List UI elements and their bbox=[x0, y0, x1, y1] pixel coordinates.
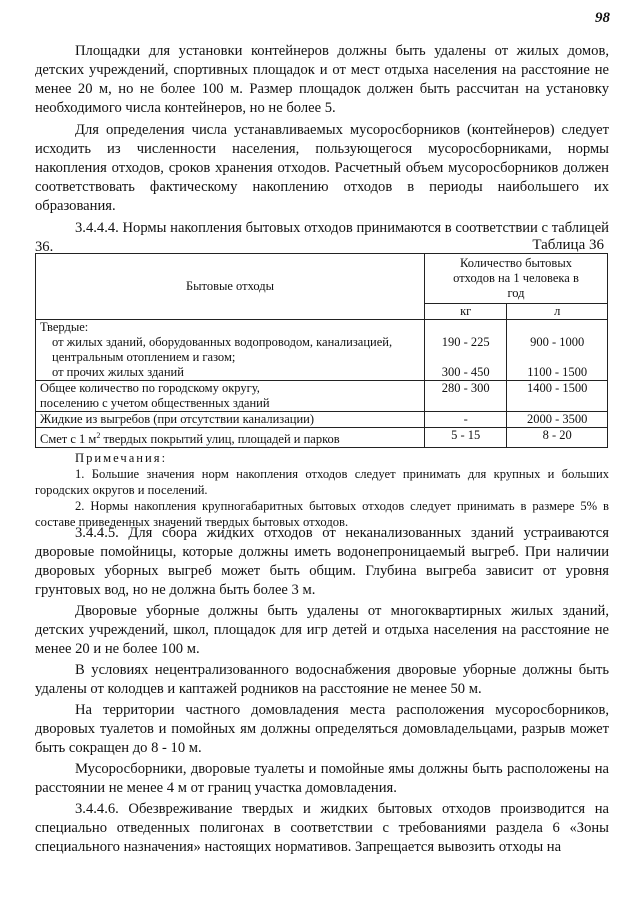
solid-title: Твердые: bbox=[40, 320, 89, 334]
value: 1100 - 1500 bbox=[527, 365, 588, 379]
row-kg: - bbox=[425, 412, 507, 428]
solid-row2-name: от прочих жилых зданий bbox=[52, 365, 184, 379]
paragraph: Дворовые уборные должны быть удалены от многоквартирных жилых зданий, детских учреждений, школ, площадок для игр детей и отдыха населения на расстояние не менее 20 и не более 100 м. bbox=[35, 603, 609, 657]
paragraph: В условиях нецентрализованного водоснабжения дворовые уборные должны быть удалены от колодцев и каптажей родников на расстояние не менее 50 м. bbox=[35, 662, 609, 697]
paragraph: 3.4.4.4. Нормы накопления бытовых отходов принимаются в соответствии с таблицей 36. bbox=[35, 220, 609, 255]
text: Смет с 1 м bbox=[40, 432, 97, 447]
note: 1. Большие значения норм накопления отходов следует принимать для крупных и больших городских округов и поселений. bbox=[35, 467, 609, 497]
bottom-text bbox=[35, 524, 609, 859]
table-row bbox=[36, 320, 608, 381]
row-l: 8 - 20 bbox=[507, 428, 608, 448]
paragraph: Площадки для установки контейнеров должны быть удалены от жилых домов, детских учреждений, спортивных площадок и от мест отдыха населения на расстояние не менее 20 м, но не более 100 м. Размер площадок должен быть рассчитан на установку необходимого числа контейнеров, но не более 5. bbox=[35, 43, 609, 116]
table-row bbox=[36, 412, 608, 428]
row-kg: 5 - 15 bbox=[425, 428, 507, 448]
row-name bbox=[36, 320, 425, 381]
paragraph: Для определения числа устанавливаемых мусоросборников (контейнеров) следует исходить из численности населения, пользующегося мусоросборниками, нормы накопления отходов, сроков хранения отходов. Расчетный объем мусоросборников должен соответствовать фактическому накоплению отходов в периоды наибольшего их образования. bbox=[35, 122, 609, 214]
solid-row1-name: от жилых зданий, оборудованных водопроводом, канализацией, центральным отоплением и газом; bbox=[52, 335, 393, 364]
row-name bbox=[36, 428, 425, 448]
value: 190 - 225 bbox=[441, 335, 490, 349]
note: 2. Нормы накопления крупногабаритных бытовых отходов следует принимать в размере 5% в составе приведенных значений твердых бытовых отходов. bbox=[35, 499, 609, 529]
text: твердых покрытий улиц, площадей и парков bbox=[100, 432, 340, 447]
row-l: 1400 - 1500 bbox=[507, 381, 608, 412]
table-caption: Таблица 36 bbox=[532, 237, 604, 253]
paragraph: Мусоросборники, дворовые туалеты и помойные ямы должны быть расположены на расстоянии не менее 4 м от границ участка домовладения. bbox=[35, 761, 609, 796]
notes-title: Примечания: bbox=[75, 451, 168, 465]
row-name: Жидкие из выгребов (при отсутствии канализации) bbox=[36, 412, 425, 428]
table-row bbox=[36, 381, 608, 412]
header-waste-type: Бытовые отходы bbox=[36, 254, 425, 320]
header-quantity: Количество бытовых отходов на 1 человека в год bbox=[425, 254, 608, 304]
row-kg bbox=[425, 320, 507, 381]
page-number: 98 bbox=[595, 10, 610, 26]
row-name: Общее количество по городскому округу, поселению с учетом общественных зданий bbox=[36, 381, 425, 412]
row-kg: 280 - 300 bbox=[425, 381, 507, 412]
header-l: л bbox=[507, 304, 608, 320]
row-l bbox=[507, 320, 608, 381]
table-row bbox=[36, 428, 608, 448]
row-l: 2000 - 3500 bbox=[507, 412, 608, 428]
paragraph: 3.4.4.6. Обезвреживание твердых и жидких бытовых отходов производится на специально отведенных полигонах в соответствии с требованиями раздела 6 «Зоны специального назначения» настоящих нормативов. Запрещается вывозить отходы на bbox=[35, 801, 609, 855]
paragraph: На территории частного домовладения места расположения мусоросборников, дворовых туалетов и помойных ям должны определяться домовладельцами, разрыв может быть сокращен до 8 - 10 м. bbox=[35, 702, 609, 756]
top-text bbox=[35, 42, 609, 257]
paragraph: 3.4.4.5. Для сбора жидких отходов от неканализованных зданий устраиваются дворовые помойницы, которые должны иметь водонепроницаемый выгреб. При наличии дворовых уборных выгреб может быть общим. Глубина выгреба зависит от уровня грунтовых вод, но не должна быть более 3 м. bbox=[35, 525, 609, 598]
header-kg: кг bbox=[425, 304, 507, 320]
waste-norms-table bbox=[35, 253, 608, 448]
notes bbox=[35, 450, 609, 530]
value: 900 - 1000 bbox=[530, 335, 585, 349]
value: 300 - 450 bbox=[441, 365, 490, 379]
superscript: 2 bbox=[96, 431, 101, 440]
